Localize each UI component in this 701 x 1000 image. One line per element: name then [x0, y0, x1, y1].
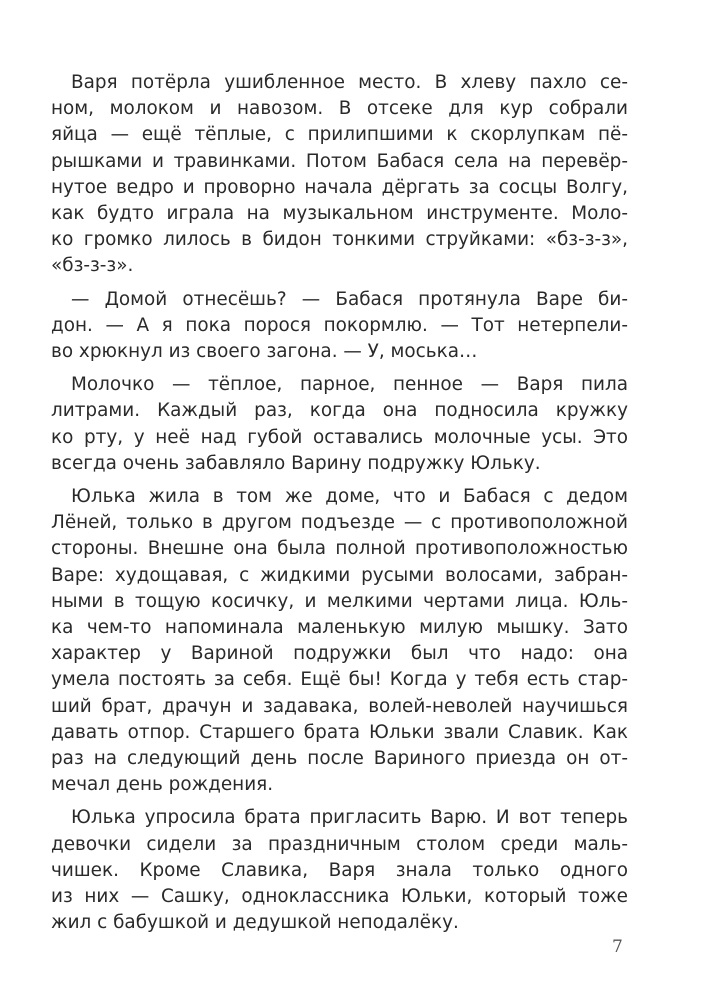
text-line: всегда очень забавляло Варину подружку Юльку.: [51, 452, 541, 474]
paragraph: [51, 70, 628, 280]
text-line: яйца — ещё тёплые, с прилипшими к скорлупкам пё-: [51, 124, 628, 146]
paragraph: [51, 805, 628, 936]
paragraph: [51, 372, 628, 477]
text-line: Лёней, только в другом подъезде — с противоположной: [51, 512, 628, 534]
text-line: характер у Вариной подружки был что надо: она: [51, 643, 628, 665]
page-number: 7: [612, 937, 623, 957]
body-text: [51, 70, 628, 944]
text-line: нутое ведро и проворно начала дёргать за сосцы Волгу,: [51, 176, 628, 198]
text-line: умела постоять за себя. Ещё бы! Когда у тебя есть стар-: [51, 669, 628, 691]
text-line: ший брат, драчун и задавака, волей-неволей научишься: [51, 695, 628, 717]
paragraph: [51, 287, 628, 366]
text-line: из них — Сашку, одноклассника Юльки, который тоже: [51, 886, 628, 908]
text-line: ка чем-то напоминала маленькую милую мышку. Зато: [51, 617, 628, 639]
text-line: дон. — А я пока порося покормлю. — Тот нетерпели-: [51, 314, 628, 336]
text-line: мечал день рождения.: [51, 774, 274, 796]
text-line: «бз-з-з».: [51, 255, 134, 277]
text-line: Варя потёрла ушибленное место. В хлеву пахло се-: [71, 72, 628, 93]
text-line: раз на следующий день после Вариного приезда он от-: [51, 748, 628, 770]
text-line: Юлька упросила брата пригласить Варю. И вот теперь: [71, 807, 628, 829]
text-line: стороны. Внешне она была полной противоположностью: [51, 538, 628, 560]
text-line: ном, молоком и навозом. В отсеке для кур собрали: [51, 98, 628, 120]
text-line: литрами. Каждый раз, когда она подносила кружку: [51, 400, 628, 422]
text-line: Варе: худощавая, с жидкими русыми волосами, забран-: [51, 564, 628, 586]
text-line: ко рту, у неё над губой оставались молочные усы. Это: [51, 426, 628, 448]
paragraph: [51, 484, 628, 798]
text-line: девочки сидели за праздничным столом среди маль-: [51, 833, 628, 855]
text-line: жил с бабушкой и дедушкой неподалёку.: [51, 912, 459, 934]
text-line: чишек. Кроме Славика, Варя знала только одного: [51, 859, 628, 881]
text-line: Юлька жила в том же доме, что и Бабася с дедом: [71, 486, 628, 508]
text-line: ными в тощую косичку, и мелкими чертами лица. Юль-: [51, 590, 628, 612]
text-line: как будто играла на музыкальном инструменте. Моло-: [51, 203, 628, 225]
text-line: давать отпор. Старшего брата Юльки звали Славик. Как: [51, 721, 628, 743]
text-line: рышками и травинками. Потом Бабася села на перевёр-: [51, 150, 628, 172]
text-line: ко громко лилось в бидон тонкими струйками: «бз-з-з»,: [51, 229, 628, 251]
text-line: Молочко — тёплое, парное, пенное — Варя пила: [71, 374, 628, 396]
text-line: — Домой отнесёшь? — Бабася протянула Варе би-: [71, 288, 628, 310]
text-line: во хрюкнул из своего загона. — У, моська…: [51, 341, 478, 363]
